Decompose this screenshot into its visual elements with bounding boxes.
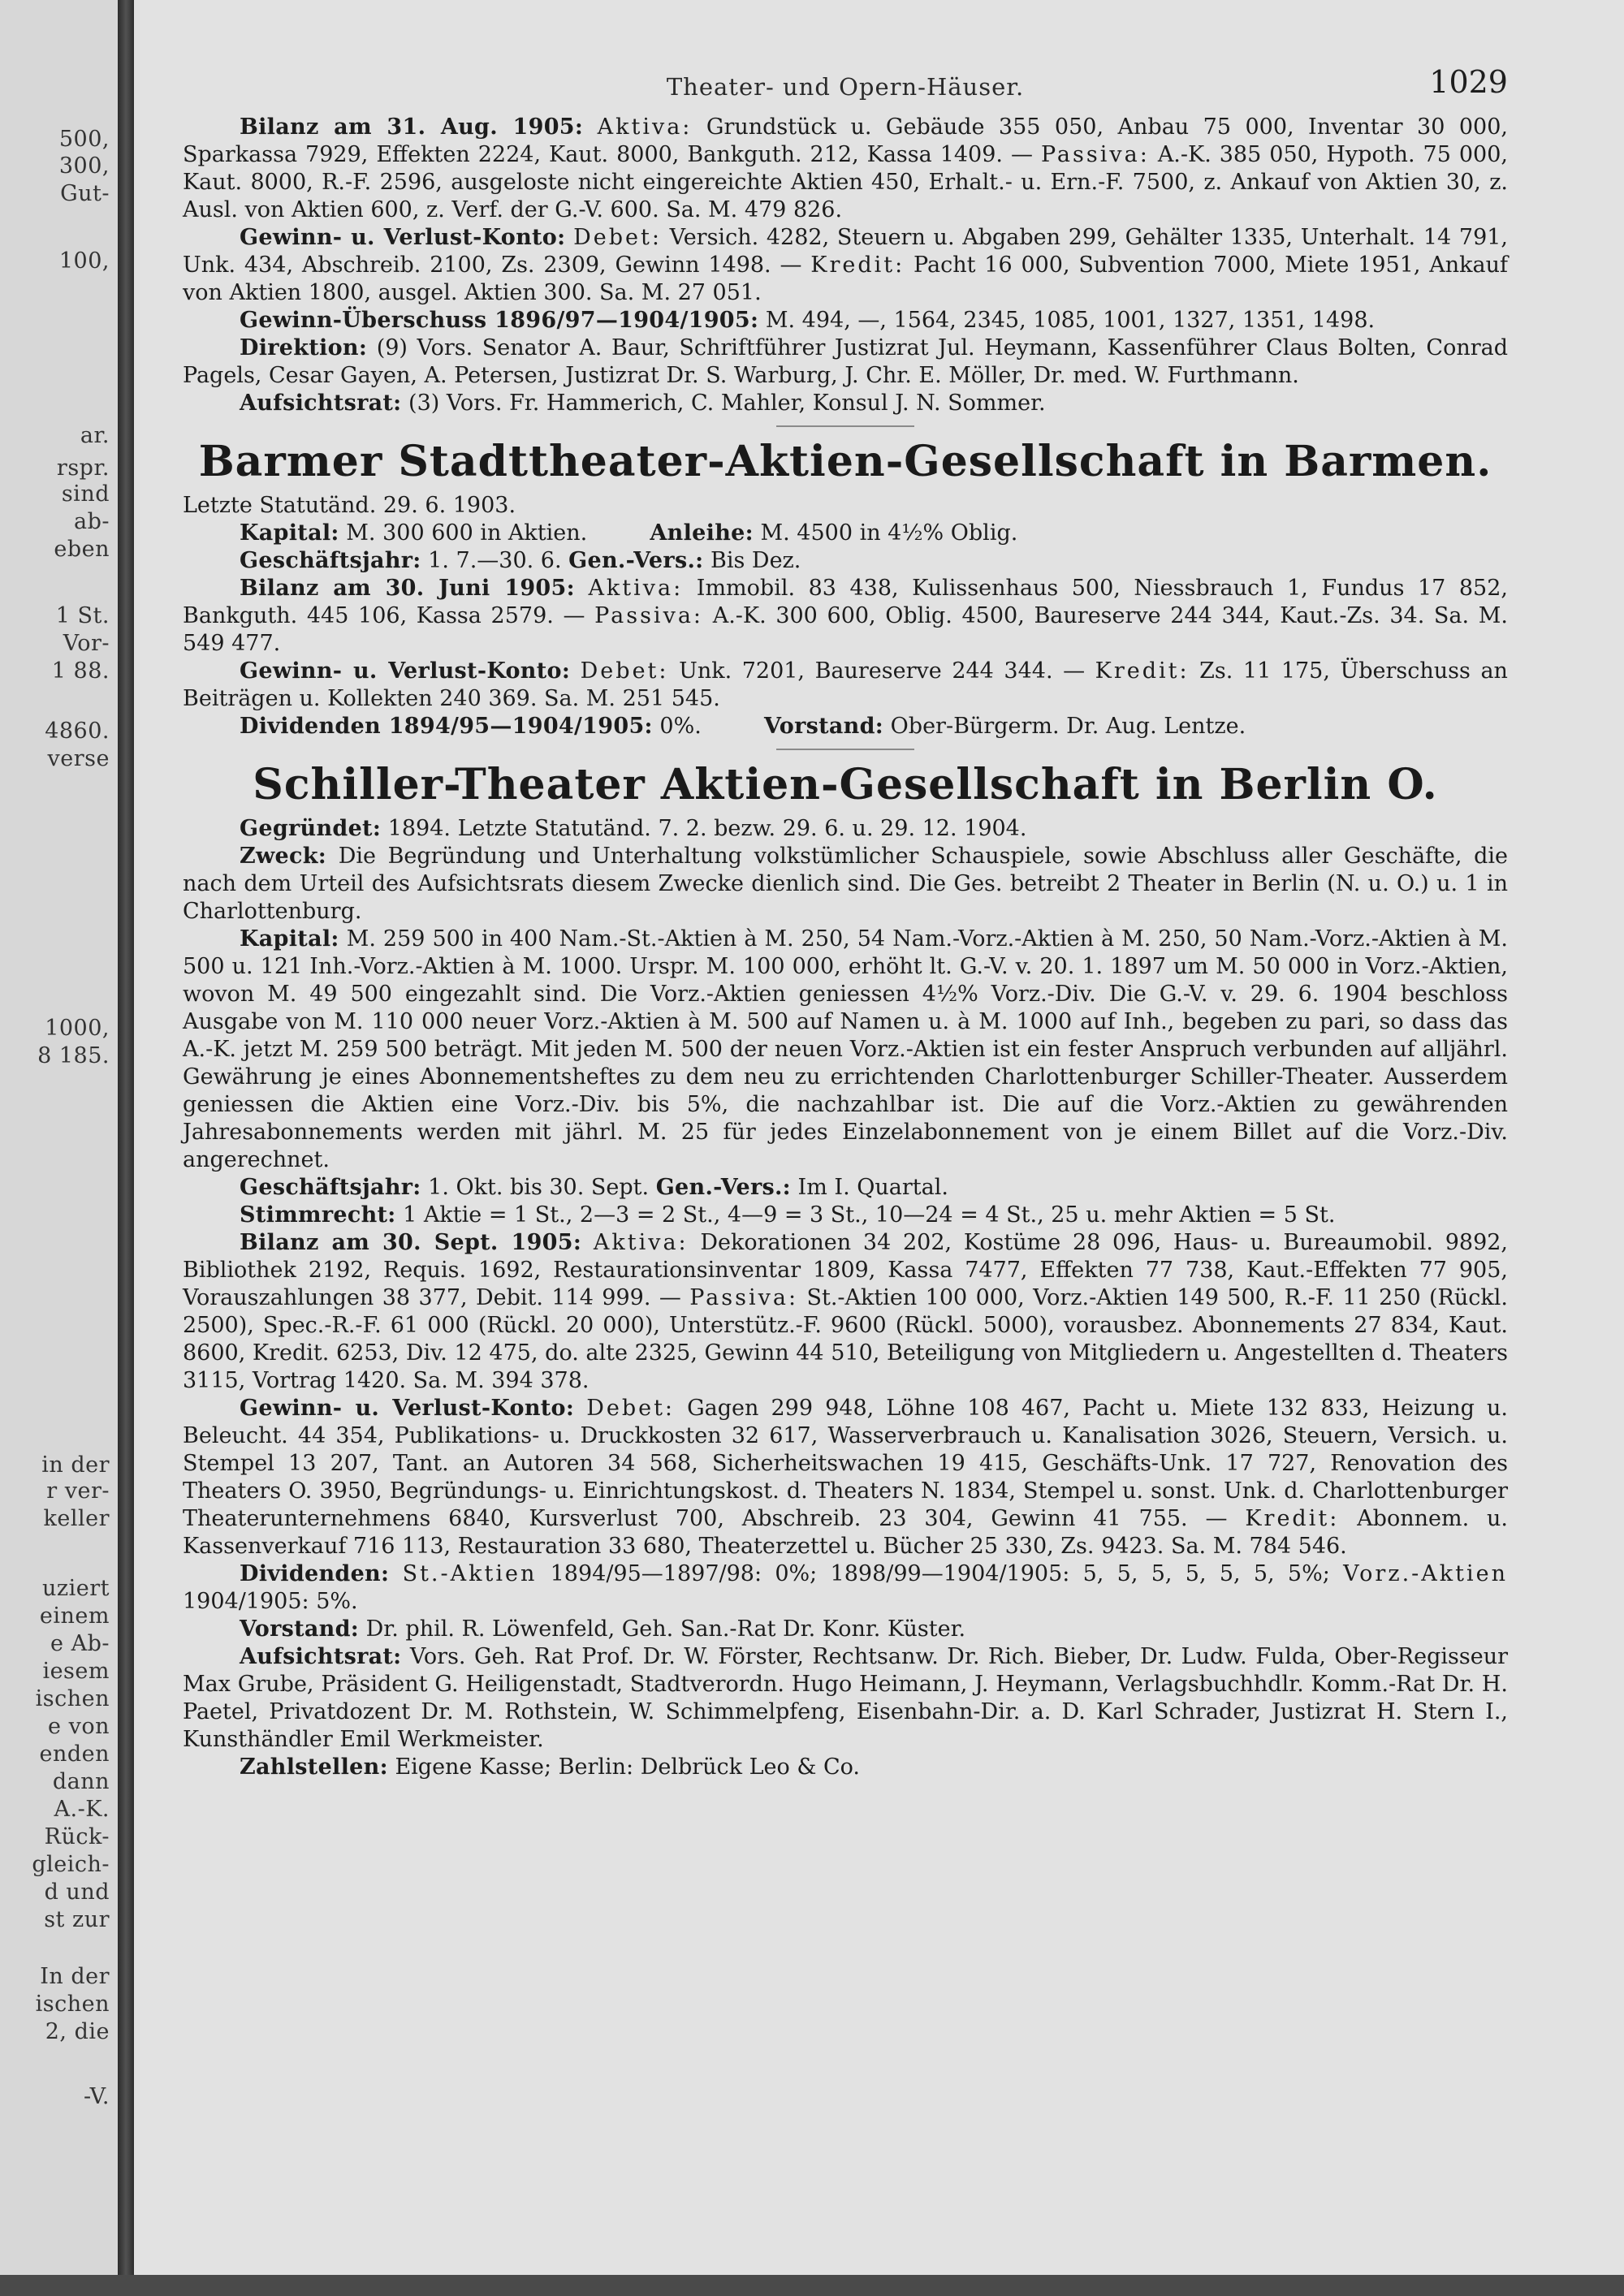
stimmrecht-text: 1 Aktie = 1 St., 2—3 = 2 St., 4—9 = 3 St., 10—24 = 4 St., 25 u. mehr Aktien = 5 St.: [403, 1202, 1336, 1228]
dividenden-line: [183, 713, 1508, 740]
stimmrecht-label: Stimmrecht:: [240, 1202, 396, 1228]
entry-continuation: [183, 114, 1508, 427]
left-page-fragment: d und: [44, 1880, 110, 1905]
guv-paragraph: [183, 658, 1508, 713]
passiva-text: St.-Aktien 100 000, Vorz.-Aktien 149 500, R.-F. 11 250 (Rückl. 2500), Spec.-R.-F. 61 000 (Rückl. 20 000), Unterstütz.-F. 9600 (Rückl. 5000), vorausbez. Abonnements 27 834, Kaut. 8600, Kredit. 6253, Div. 12 475, do. alte 2325, Gewinn 44 510, Beteiligung von Mitgliedern u. Angestellten d. Theaters 3115, Vortrag 1420. Sa. M. 394 378.: [183, 1285, 1508, 1393]
gj-label: Geschäftsjahr:: [240, 548, 421, 573]
direktion-paragraph: [183, 334, 1508, 390]
aktiva-word: Aktiva:: [593, 1230, 689, 1255]
kapital-label: Kapital:: [240, 926, 339, 952]
vorz-aktien-word: Vorz.-Aktien: [1343, 1561, 1508, 1586]
zweck-paragraph: [183, 843, 1508, 926]
kredit-text: Pacht 16 000, Subvention 7000, Miete 1951, Ankauf von Aktien 1800, ausgel. Aktien 300. Sa. M. 27 051.: [183, 252, 1508, 305]
zahlstellen-text: Eigene Kasse; Berlin: Delbrück Leo & Co.: [395, 1754, 860, 1780]
vorstand-line: [183, 1616, 1508, 1643]
section-divider: [776, 749, 914, 750]
vorstand-label: Vorstand:: [764, 714, 884, 739]
dividenden-label: Dividenden:: [240, 1561, 390, 1586]
left-page-fragment: sind: [61, 481, 110, 507]
ueberschuss-text: M. 494, —, 1564, 2345, 1085, 1001, 1327, 1351, 1498.: [765, 308, 1376, 333]
dividenden-text: 0%.: [659, 714, 702, 739]
left-page-fragment: uziert: [42, 1576, 110, 1601]
bilanz-label: Bilanz am 30. Sept. 1905:: [240, 1230, 582, 1255]
vorstand-text: Ober-Bürgerm. Dr. Aug. Lentze.: [890, 714, 1246, 739]
gv-label: Gen.-Vers.:: [568, 548, 704, 573]
aufsichtsrat-text: Vors. Geh. Rat Prof. Dr. W. Förster, Rechtsanw. Dr. Rich. Bieber, Dr. Ludw. Fulda, Ober-Regisseur Max Grube, Präsident G. Heiligenstadt, Stadtverordn. Hugo Heimann, J. Heymann, Verlagsbuchhdlr. Komm.-Rat Dr. H. Paetel, Privatdozent Dr. M. Rothstein, W. Schimmelpfeng, Eisenbahn-Dir. a. D. Karl Schrader, Justizrat H. Stern I., Kunsthändler Emil Werkmeister.: [183, 1644, 1508, 1752]
bilanz-paragraph: [183, 1229, 1508, 1395]
entry-schiller-theater: [183, 758, 1508, 1781]
anleihe-text: M. 4500 in 4½% Oblig.: [760, 520, 1018, 546]
zahlstellen-label: Zahlstellen:: [240, 1754, 388, 1780]
gj-label: Geschäftsjahr:: [240, 1175, 421, 1200]
left-page-fragment: ischen: [35, 1992, 110, 2017]
bilanz-label: Bilanz am 30. Juni 1905:: [240, 576, 575, 601]
left-page-fragment: in der: [41, 1452, 110, 1478]
gv-text: Bis Dez.: [710, 548, 801, 573]
anleihe-label: Anleihe:: [650, 520, 754, 546]
passiva-word: Passiva:: [594, 603, 704, 628]
left-page-fragment: einem: [39, 1603, 110, 1629]
gj-text: 1. Okt. bis 30. Sept.: [428, 1175, 650, 1200]
left-page-fragment: Vor-: [63, 631, 110, 656]
bilanz-label: Bilanz am 31. Aug. 1905:: [240, 114, 584, 140]
bilanz-paragraph: [183, 114, 1508, 224]
vorstand-label: Vorstand:: [240, 1616, 360, 1642]
kapital-label: Kapital:: [240, 520, 339, 546]
left-page-fragment: 1 88.: [51, 658, 110, 684]
gj-line: [183, 547, 1508, 575]
zweck-label: Zweck:: [240, 844, 327, 869]
left-page-fragment: r ver-: [46, 1478, 110, 1504]
kredit-word: Kredit:: [810, 252, 905, 278]
debet-text: Gagen 299 948, Löhne 108 467, Pacht u. Miete 132 833, Heizung u. Beleucht. 44 354, Publikations- u. Druckkosten 32 617, Wasserverbrauch u. Kanalisation 3026, Steuern, Versich. u. Stempel 13 207, Tant. an Autoren 34 568, Sicherheitswachen 19 415, Geschäfts-Unk. 17 727, Renovation des Theaters O. 3950, Begründungs- u. Einrichtungskost. d. Theaters N. 1834, Stempel u. sonst. Unk. d. Charlottenburger Theaterunternehmens 6840, Kursverlust 700, Abschreib. 23 304, Gewinn 41 755. —: [183, 1396, 1508, 1531]
aufsichtsrat-label: Aufsichtsrat:: [240, 391, 402, 416]
aktiva-word: Aktiva:: [597, 114, 693, 140]
guv-label: Gewinn- u. Verlust-Konto:: [240, 658, 571, 684]
aktiva-text: Immobil. 83 438, Kulissenhaus 500, Niessbrauch 1, Fundus 17 852, Bankguth. 445 106, Kassa 2579. —: [183, 576, 1508, 628]
left-page-fragment: 1 St.: [55, 603, 110, 628]
running-head: Theater- und Opern-Häuser.: [666, 73, 1025, 101]
st-aktien-word: St.-Aktien: [402, 1561, 538, 1586]
debet-word: Debet:: [580, 658, 669, 684]
left-page-fragment: 100,: [58, 248, 110, 274]
debet-text: Versich. 4282, Steuern u. Abgaben 299, Gehälter 1335, Unterhalt. 14 791, Unk. 434, Abschreib. 2100, Zs. 2309, Gewinn 1498. —: [183, 225, 1509, 278]
gegruendet-line: [183, 815, 1508, 843]
aufsichtsrat-paragraph: [183, 1643, 1508, 1754]
gv-text: Im I. Quartal.: [797, 1175, 948, 1200]
left-page-fragment: e von: [48, 1714, 110, 1739]
aktiva-text: Dekorationen 34 202, Kostüme 28 096, Haus- u. Bureaumobil. 9892, Bibliothek 2192, Requis. 1692, Restaurationsinventar 1809, Kassa 7477, Effekten 77 738, Kaut.-Effekten 77 905, Vorauszahlungen 38 377, Debit. 114 999. —: [183, 1230, 1509, 1310]
guv-label: Gewinn- u. Verlust-Konto:: [240, 1396, 575, 1421]
aufsichtsrat-label: Aufsichtsrat:: [240, 1644, 402, 1669]
entry-title: Barmer Stadttheater-Aktien-Gesellschaft in Barmen.: [198, 437, 1492, 486]
kredit-text: Zs. 11 175, Überschuss an Beiträgen u. Kollekten 240 369. Sa. M. 251 545.: [183, 658, 1508, 711]
page-content: [183, 64, 1509, 1781]
left-page-fragment: keller: [43, 1506, 110, 1531]
left-page-fragment: 500,: [58, 127, 110, 152]
left-page-fragment: Gut-: [60, 181, 110, 206]
passiva-word: Passiva:: [689, 1285, 799, 1310]
vorz-aktien-text: 1904/1905: 5%.: [183, 1589, 358, 1614]
guv-label: Gewinn- u. Verlust-Konto:: [240, 225, 566, 250]
dividenden-paragraph: [183, 1560, 1508, 1616]
left-page-fragment: 2, die: [45, 2019, 110, 2044]
left-page-fragment: ab-: [73, 509, 110, 534]
ueberschuss-label: Gewinn-Überschuss 1896/97—1904/1905:: [240, 308, 759, 333]
passiva-text: A.-K. 385 050, Hypoth. 75 000, Kaut. 8000, R.-F. 2596, ausgeloste nicht eingereichte Aktien 450, Erhalt.- u. Ern.-F. 7500, z. Ankauf von Aktien 30, z. Ausl. von Aktien 600, z. Verf. der G.-V. 600. Sa. M. 479 826.: [183, 142, 1508, 222]
gegruendet-label: Gegründet:: [240, 816, 382, 841]
left-page-fragment: ischen: [35, 1686, 110, 1711]
left-page-fragment: 300,: [58, 153, 110, 179]
guv-paragraph: [183, 224, 1508, 307]
gj-line: [183, 1174, 1508, 1202]
debet-word: Debet:: [573, 225, 662, 250]
kredit-word: Kredit:: [1095, 658, 1190, 684]
left-page-fragment: st zur: [44, 1907, 110, 1932]
zahlstellen-line: [183, 1754, 1508, 1781]
left-page-fragment: -V.: [83, 2084, 110, 2109]
zweck-text: Die Begründung und Unterhaltung volkstümlicher Schauspiele, sowie Abschluss aller Geschäfte, die nach dem Urteil des Aufsichtsrats diesem Zwecke dienlich sind. Die Ges. betreibt 2 Theater in Berlin (N. u. O.) u. 1 in Charlottenburg.: [183, 844, 1508, 924]
statut-text: Letzte Statutänd. 29. 6. 1903.: [183, 493, 516, 518]
st-aktien-text: 1894/95—1897/98: 0%; 1898/99—1904/1905: 5, 5, 5, 5, 5, 5, 5%;: [550, 1561, 1330, 1586]
left-page-fragment: verse: [47, 746, 110, 771]
kapital-paragraph: [183, 926, 1508, 1174]
left-page-fragment: Rück-: [44, 1824, 110, 1849]
left-page-fragment: gleich-: [32, 1852, 110, 1877]
book-gutter: [118, 0, 134, 2296]
page-header: [183, 64, 1508, 114]
gegruendet-text: 1894. Letzte Statutänd. 7. 2. bezw. 29. 6. u. 29. 12. 1904.: [387, 816, 1027, 841]
kapital-text: M. 300 600 in Aktien.: [346, 520, 588, 546]
passiva-text: A.-K. 300 600, Oblig. 4500, Baureserve 244 344, Kaut.-Zs. 34. Sa. M. 549 477.: [183, 603, 1508, 656]
left-page-fragment: 4860.: [45, 719, 110, 744]
entry-title: Schiller-Theater Aktien-Gesellschaft in Berlin O.: [253, 760, 1438, 809]
left-page-fragment: enden: [39, 1741, 110, 1767]
entry-barmer: [183, 435, 1508, 750]
page-number: 1029: [1429, 64, 1508, 100]
left-page-fragment: rspr.: [56, 455, 110, 481]
kapital-line: [183, 520, 1508, 547]
passiva-word: Passiva:: [1040, 142, 1150, 167]
ueberschuss-paragraph: [183, 307, 1508, 334]
direktion-text: (9) Vors. Senator A. Baur, Schriftführer Justizrat Jul. Heymann, Kassenführer Claus Bolten, Conrad Pagels, Cesar Gayen, A. Petersen, Justizrat Dr. S. Warburg, J. Chr. E. Möller, Dr. med. W. Furthmann.: [183, 335, 1508, 388]
left-page-fragment: In der: [40, 1964, 110, 1989]
section-divider: [776, 425, 914, 427]
statut-line: [183, 492, 1508, 520]
left-page-fragment: e Ab-: [50, 1631, 110, 1656]
aufsichtsrat-text: (3) Vors. Fr. Hammerich, C. Mahler, Konsul J. N. Sommer.: [408, 391, 1046, 416]
left-page-fragment: ar.: [80, 423, 110, 448]
dividenden-label: Dividenden 1894/95—1904/1905:: [240, 714, 653, 739]
kapital-text: M. 259 500 in 400 Nam.-St.-Aktien à M. 250, 54 Nam.-Vorz.-Aktien à M. 250, 50 Nam.-Vorz.-Aktien à M. 500 u. 121 Inh.-Vorz.-Aktien à M. 1000. Urspr. M. 100 000, erhöht lt. G.-V. v. 20. 1. 1897 um M. 50 000 in Vorz.-Aktien, wovon M. 49 500 eingezahlt sind. Die Vorz.-Aktien geniessen 4½% Vorz.-Div. Die G.-V. v. 29. 6. 1904 beschloss Ausgabe von M. 110 000 neuer Vorz.-Aktien à M. 500 auf Namen u. à M. 1000 auf Inh., begeben zu pari, so dass das A.-K. jetzt M. 259 500 beträgt. Mit jeden M. 500 der neuen Vorz.-Aktien ist ein fester Anspruch verbunden auf alljährl. Gewährung je eines Abonnementsheftes zu dem neu zu errichtenden Charlottenburger Schiller-Theater. Ausserdem geniessen die Aktien eine Vorz.-Div. bis 5%, die nachzahlbar ist. Die auf die Vorz.-Aktien zu gewährenden Jahresabonnements werden mit jährl. M. 25 für jedes Einzelabonnement von je einem Billet auf die Vorz.-Div. angerechnet.: [183, 926, 1508, 1172]
left-page-fragment: A.-K.: [54, 1797, 110, 1822]
aktiva-text: Grundstück u. Gebäude 355 050, Anbau 75 000, Inventar 30 000, Sparkassa 7929, Effekten 2224, Kaut. 8000, Bankguth. 212, Kassa 1409. —: [183, 114, 1508, 167]
aktiva-word: Aktiva:: [588, 576, 684, 601]
bilanz-paragraph: [183, 575, 1508, 658]
kredit-word: Kredit:: [1245, 1506, 1340, 1531]
guv-paragraph: [183, 1395, 1508, 1560]
stimmrecht-line: [183, 1202, 1508, 1229]
adjacent-page-edge: [0, 0, 118, 2296]
left-page-fragment: dann: [52, 1769, 110, 1794]
left-page-fragment: 1000,: [45, 1016, 110, 1041]
left-page-fragment: 8 185.: [37, 1043, 110, 1068]
gv-label: Gen.-Vers.:: [655, 1175, 791, 1200]
left-page-fragment: iesem: [42, 1659, 110, 1684]
debet-text: Unk. 7201, Baureserve 244 344. —: [679, 658, 1086, 684]
debet-word: Debet:: [586, 1396, 676, 1421]
gj-text: 1. 7.—30. 6.: [428, 548, 562, 573]
vorstand-text: Dr. phil. R. Löwenfeld, Geh. San.-Rat Dr. Konr. Küster.: [365, 1616, 966, 1642]
scan-bottom-edge: [0, 2275, 1624, 2296]
kredit-text: Abonnem. u. Kassenverkauf 716 113, Restauration 33 680, Theaterzettel u. Bücher 25 330, Zs. 9423. Sa. M. 784 546.: [183, 1506, 1508, 1559]
aufsichtsrat-paragraph: [183, 390, 1508, 417]
direktion-label: Direktion:: [240, 335, 368, 360]
left-page-fragment: eben: [54, 537, 110, 562]
page: [134, 0, 1624, 2296]
